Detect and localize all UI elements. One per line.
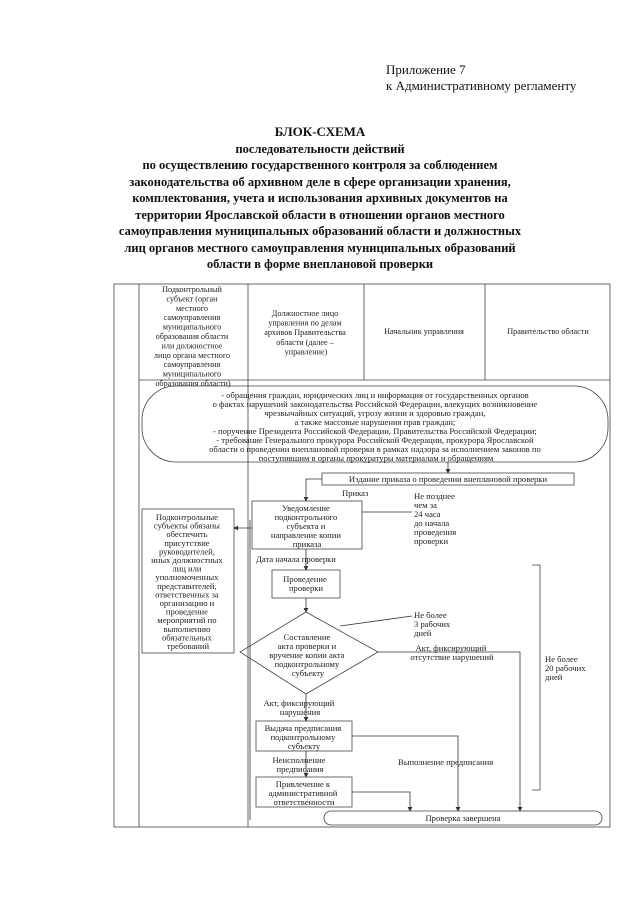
note-max-3-days: Не более 3 рабочих дней xyxy=(414,610,451,638)
column-header-subject: Подконтрольный субъект (орган местного самоуправления муниципального образования области или должностное лицо органа местного самоуправления муниципального образования области) xyxy=(153,285,231,388)
appendix-line-2: к Административному регламенту xyxy=(386,78,577,93)
title-line: законодательства об архивном деле в сфере организации хранения, xyxy=(129,174,511,189)
order-label: Издание приказа о проведении внеплановой проверки xyxy=(348,474,548,484)
note-connector xyxy=(340,616,412,626)
notify-text: Уведомление подконтрольного субъекта и направление копии приказа xyxy=(270,503,341,549)
finish-text: Проверка завершена xyxy=(425,813,501,823)
duration-bracket xyxy=(532,565,540,790)
appendix-line-1: Приложение 7 xyxy=(386,62,466,77)
act-no-violations-label: Акт, фиксирующий отсутствие нарушений xyxy=(410,643,494,662)
title-line: самоуправления муниципальных образований области и должностных xyxy=(118,224,522,238)
column-header-official: Должностное лицо управления по делам архивов Правительства области (далее – управление) xyxy=(264,309,346,357)
note-before-24h: Не позднее чем за 24 часа до начала проведения проверки xyxy=(414,491,457,546)
act-text: Составление акта проверки и вручение копии акта подконтрольному субъекту xyxy=(269,632,345,678)
order-short-label: Приказ xyxy=(342,488,369,498)
title-line: территории Ярославской области в отношении органов местного xyxy=(135,207,505,222)
prescription-text: Выдача предписания подконтрольному субъекту xyxy=(264,723,342,751)
flow-arrow xyxy=(378,652,520,811)
title-line: по осуществлению государственного контроля за соблюдением xyxy=(142,158,498,172)
column-header-head: Начальник управления xyxy=(384,327,464,336)
flow-arrow xyxy=(352,736,458,811)
subjects-text: Подконтрольные субъекты обязаны обеспечить присутствие руководителей, иных должностных лиц или уполномоченных представителей, ответственных за организацию и проведение мероприятий по выполнению обязательных требований xyxy=(151,512,223,651)
liability-text: Привлечение к административной ответственности xyxy=(268,779,338,807)
flow-arrow xyxy=(352,792,410,811)
title-main: БЛОК-СХЕМА xyxy=(274,124,366,139)
title-line: комплектования, учета и использования архивных документов на xyxy=(132,191,508,205)
title-line: последовательности действий xyxy=(235,141,405,156)
note-max-20-days: Не более 20 рабочих дней xyxy=(545,654,586,682)
act-violations-label: Акт, фиксирующий нарушения xyxy=(263,698,335,717)
title-line: лиц органов местного самоуправления муниципальных образований xyxy=(124,240,516,255)
column-header-government: Правительство области xyxy=(507,327,589,336)
inspect-text: Проведение проверки xyxy=(283,574,327,593)
non-fulfillment-label: Неисполнение предписания xyxy=(272,755,326,774)
title-line: области в форме внеплановой проверки xyxy=(206,257,434,271)
start-date-label: Дата начала проверки xyxy=(256,554,336,564)
fulfillment-label: Выполнение предписания xyxy=(398,757,494,767)
grounds-text: - обращения граждан, юридических лиц и информация от государственных органов о фактах нарушений законодательства Российской Федерации, влекущих возникновение чрезвычайных ситуаций, угрозу жизни и здоровью граждан, а также массовые нарушения прав граждан; - поручение Президента Российской Федерации, Правительства Российской Федерации; - требование Генерального прокурора Российской Федерации, прокурора Ярославской области о проведении внеплановой проверки в рамках надзора за исполнением законов по поступившим в органы прокуратуры материалам и обращениям xyxy=(209,390,541,463)
flow-arrow xyxy=(306,479,322,501)
